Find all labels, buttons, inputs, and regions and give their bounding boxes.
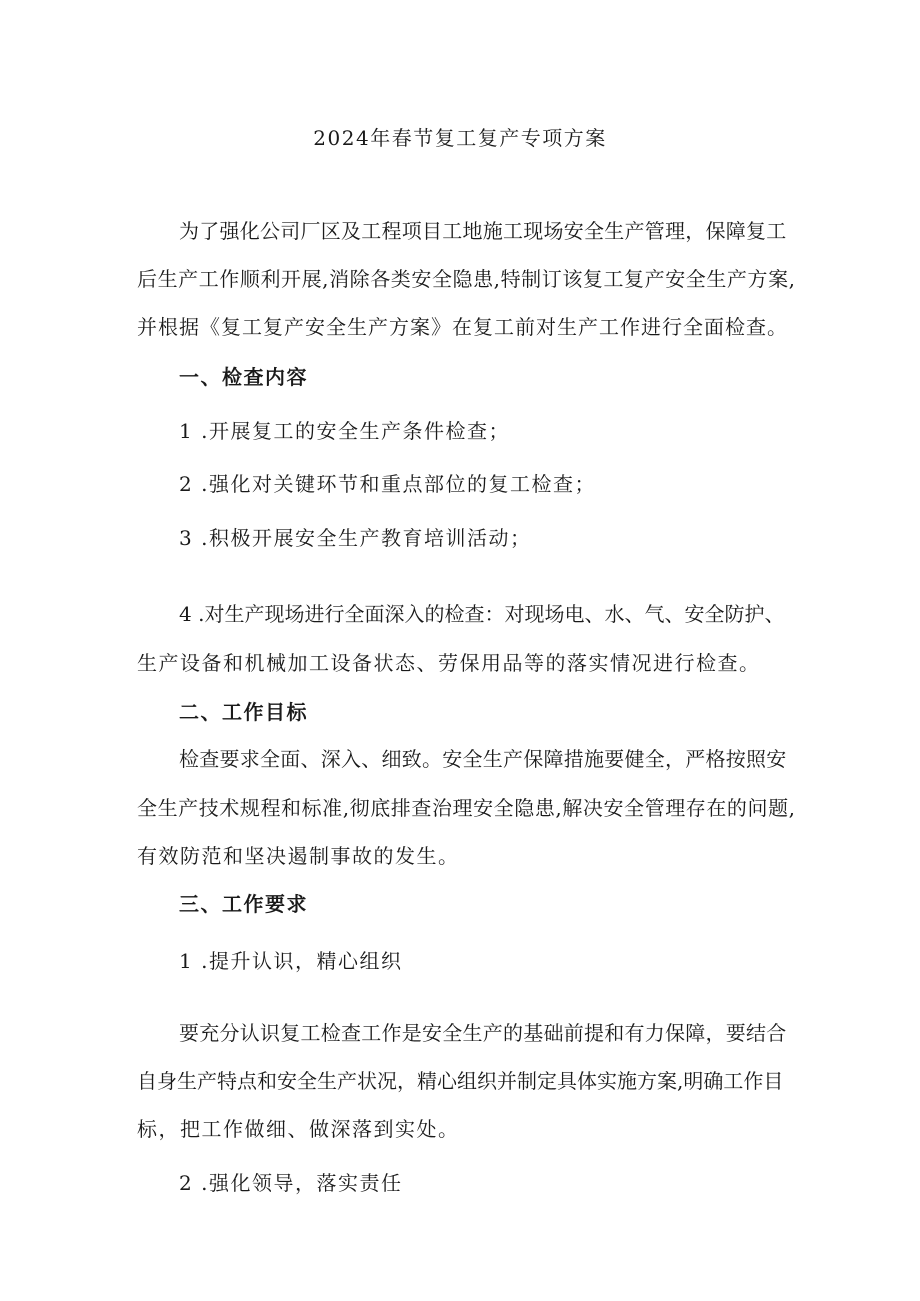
- intro-line-1: 为了强化公司厂区及工程项目工地施工现场安全生产管理，保障复工: [179, 219, 787, 243]
- section-heading-work-goals: 二、工作目标: [179, 700, 308, 724]
- goals-line-3: 有效防范和坚决遏制事故的发生。: [137, 844, 460, 868]
- requirements-line-2: 自身生产特点和安全生产状况，精心组织并制定具体实施方案,明确工作目: [137, 1069, 784, 1093]
- list-item-1: 1 .开展复工的安全生产条件检查；: [179, 419, 510, 443]
- list-item-4-line-1: 4 .对生产现场进行全面深入的检查：对现场电、水、气、安全防护、: [179, 602, 785, 626]
- requirements-line-1: 要充分认识复工检查工作是安全生产的基础前提和有力保障，要结合: [179, 1021, 787, 1045]
- requirements-line-3: 标，把工作做细、做深落到实处。: [137, 1117, 460, 1141]
- subsection-heading-2: 2 .强化领导，落实责任: [179, 1171, 403, 1195]
- section-heading-inspection-content: 一、检查内容: [179, 365, 308, 389]
- goals-line-2: 全生产技术规程和标准,彻底排查治理安全隐患,解决安全管理存在的问题,: [137, 796, 793, 820]
- intro-line-3: 并根据《复工复产安全生产方案》在复工前对生产工作进行全面检查。: [137, 315, 788, 339]
- intro-line-2: 后生产工作顺利开展,消除各类安全隐患,特制订该复工复产安全生产方案,: [137, 267, 793, 291]
- list-item-3: 3 .积极开展安全生产教育培训活动；: [179, 526, 532, 550]
- list-item-2: 2 .强化对关键环节和重点部位的复工检查；: [179, 472, 596, 496]
- section-heading-work-requirements: 三、工作要求: [179, 892, 308, 916]
- subsection-heading-1: 1 .提升认识，精心组织: [179, 949, 403, 973]
- goals-line-1: 检查要求全面、深入、细致。安全生产保障措施要健全，严格按照安: [179, 747, 787, 771]
- list-item-4-line-2: 生产设备和机械加工设备状态、劳保用品等的落实情况进行检查。: [137, 651, 761, 675]
- document-title: 2024年春节复工复产专项方案: [313, 126, 607, 150]
